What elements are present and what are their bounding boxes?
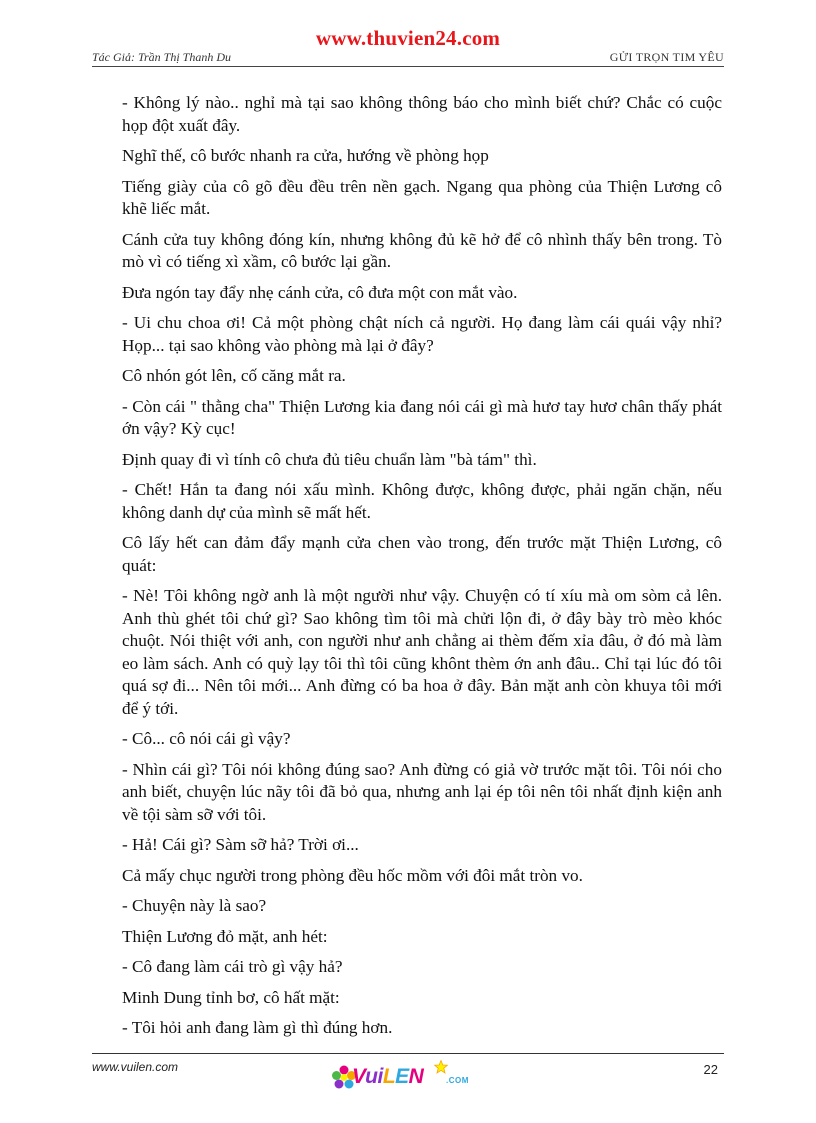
logo-letter: E: [395, 1065, 409, 1088]
paragraph: Nghĩ thế, cô bước nhanh ra cửa, hướng về phòng họp: [122, 146, 489, 165]
paragraph: Cô lấy hết can đảm đẩy mạnh cửa chen vào trong, đến trước mặt Thiện Lương, cô quát:: [122, 533, 722, 575]
paragraph: - Cô... cô nói cái gì vậy?: [122, 729, 291, 748]
paragraph: Cánh cửa tuy không đóng kín, nhưng không đủ kẽ hở để cô nhình thấy bên trong. Tò mò vì có tiếng xì xầm, cô bước lại gần.: [122, 229, 722, 271]
paragraph: - Chết! Hắn ta đang nói xấu mình. Không được, không được, phải ngăn chặn, nếu không danh dự của mình sẽ mất hết.: [122, 480, 722, 522]
footer-website[interactable]: www.vuilen.com: [92, 1060, 179, 1074]
vuilen-logo[interactable]: [330, 1062, 480, 1096]
logo-letter: L: [382, 1065, 396, 1088]
running-header: [92, 50, 724, 66]
paragraph: - Cô đang làm cái trò gì vậy hả?: [122, 957, 343, 976]
logo-wordmark: [352, 1065, 423, 1089]
paragraph: Đưa ngón tay đẩy nhẹ cánh cửa, cô đưa một con mắt vào.: [122, 282, 518, 302]
paragraph: Minh Dung tỉnh bơ, cô hất mặt:: [122, 987, 340, 1007]
author-label: Tác Giả: Trần Thị Thanh Du: [92, 50, 232, 64]
logo-letter: V: [352, 1065, 366, 1088]
paragraph: - Hả! Cái gì? Sàm sỡ hả? Trời ơi...: [122, 835, 359, 854]
paragraph: Cả mấy chục người trong phòng đều hốc mồm với đôi mắt tròn vo.: [122, 865, 583, 885]
paragraph: - Chuyện này là sao?: [122, 896, 267, 915]
book-title: GỬI TRỌN TIM YÊU: [609, 50, 724, 64]
paragraph: - Còn cái " thằng cha" Thiện Lương kia đang nói cái gì mà hươ tay hươ chân thấy phát ớn vậy? Kỳ cục!: [122, 396, 722, 438]
star-icon: [434, 1060, 448, 1074]
logo-letter: N: [408, 1065, 424, 1088]
paragraph: Cô nhón gót lên, cố căng mắt ra.: [122, 366, 346, 385]
site-url[interactable]: www.thuvien24.com: [315, 26, 501, 50]
paragraph: Thiện Lương đỏ mặt, anh hét:: [122, 926, 328, 946]
paragraph: - Ui chu choa ơi! Cả một phòng chật ních cả người. Họ đang làm cái quái vậy nhỉ? Họp... tại sao không vào phòng mà lại ở đây?: [122, 313, 722, 355]
page-number: 22: [703, 1062, 718, 1077]
footer-divider: [92, 1053, 724, 1054]
page-body: [122, 92, 722, 1048]
paragraph: - Nè! Tôi không ngờ anh là một người như vậy. Chuyện có tí xíu mà om sòm cả lên. Anh thù ghét tôi chứ gì? Sao không tìm tôi mà chửi lộn đi, ở đây bày trò mèo khóc chuột. Nói thiệt với anh, con người như anh chẳng ai thèm đếm xỉa đâu, ở đó mà làm eo làm sách. Anh có quỳ lạy tôi thì tôi cũng khônt thèm ớn anh đâu.. Chỉ tại lúc đó tôi quá sợ đi... Nên tôi mới... Anh đừng có ba hoa ở đây. Bản mặt anh còn khuya tôi mới để ý tới.: [122, 586, 722, 718]
logo-suffix: .COM: [446, 1076, 469, 1085]
paragraph: Định quay đi vì tính cô chưa đủ tiêu chuẩn làm "bà tám" thì.: [122, 449, 537, 469]
paragraph: - Nhìn cái gì? Tôi nói không đúng sao? Anh đừng có giả vờ trước mặt tôi. Tôi nói cho anh biết, chuyện lúc nãy tôi đã bỏ qua, nhưng anh lại ép tôi nên tôi nhất định kiện anh về tội sàm sỡ với tôi.: [122, 759, 722, 824]
header-divider: [92, 66, 724, 67]
paragraph: Tiếng giày của cô gõ đều đều trên nền gạch. Ngang qua phòng của Thiện Lương cô khẽ liếc mắt.: [122, 176, 722, 218]
logo-letter: ui: [365, 1065, 383, 1088]
paragraph: - Tôi hỏi anh đang làm gì thì đúng hơn.: [122, 1018, 393, 1037]
paragraph: - Không lý nào.. nghỉ mà tại sao không thông báo cho mình biết chứ? Chắc có cuộc họp đột xuất đây.: [122, 93, 722, 135]
